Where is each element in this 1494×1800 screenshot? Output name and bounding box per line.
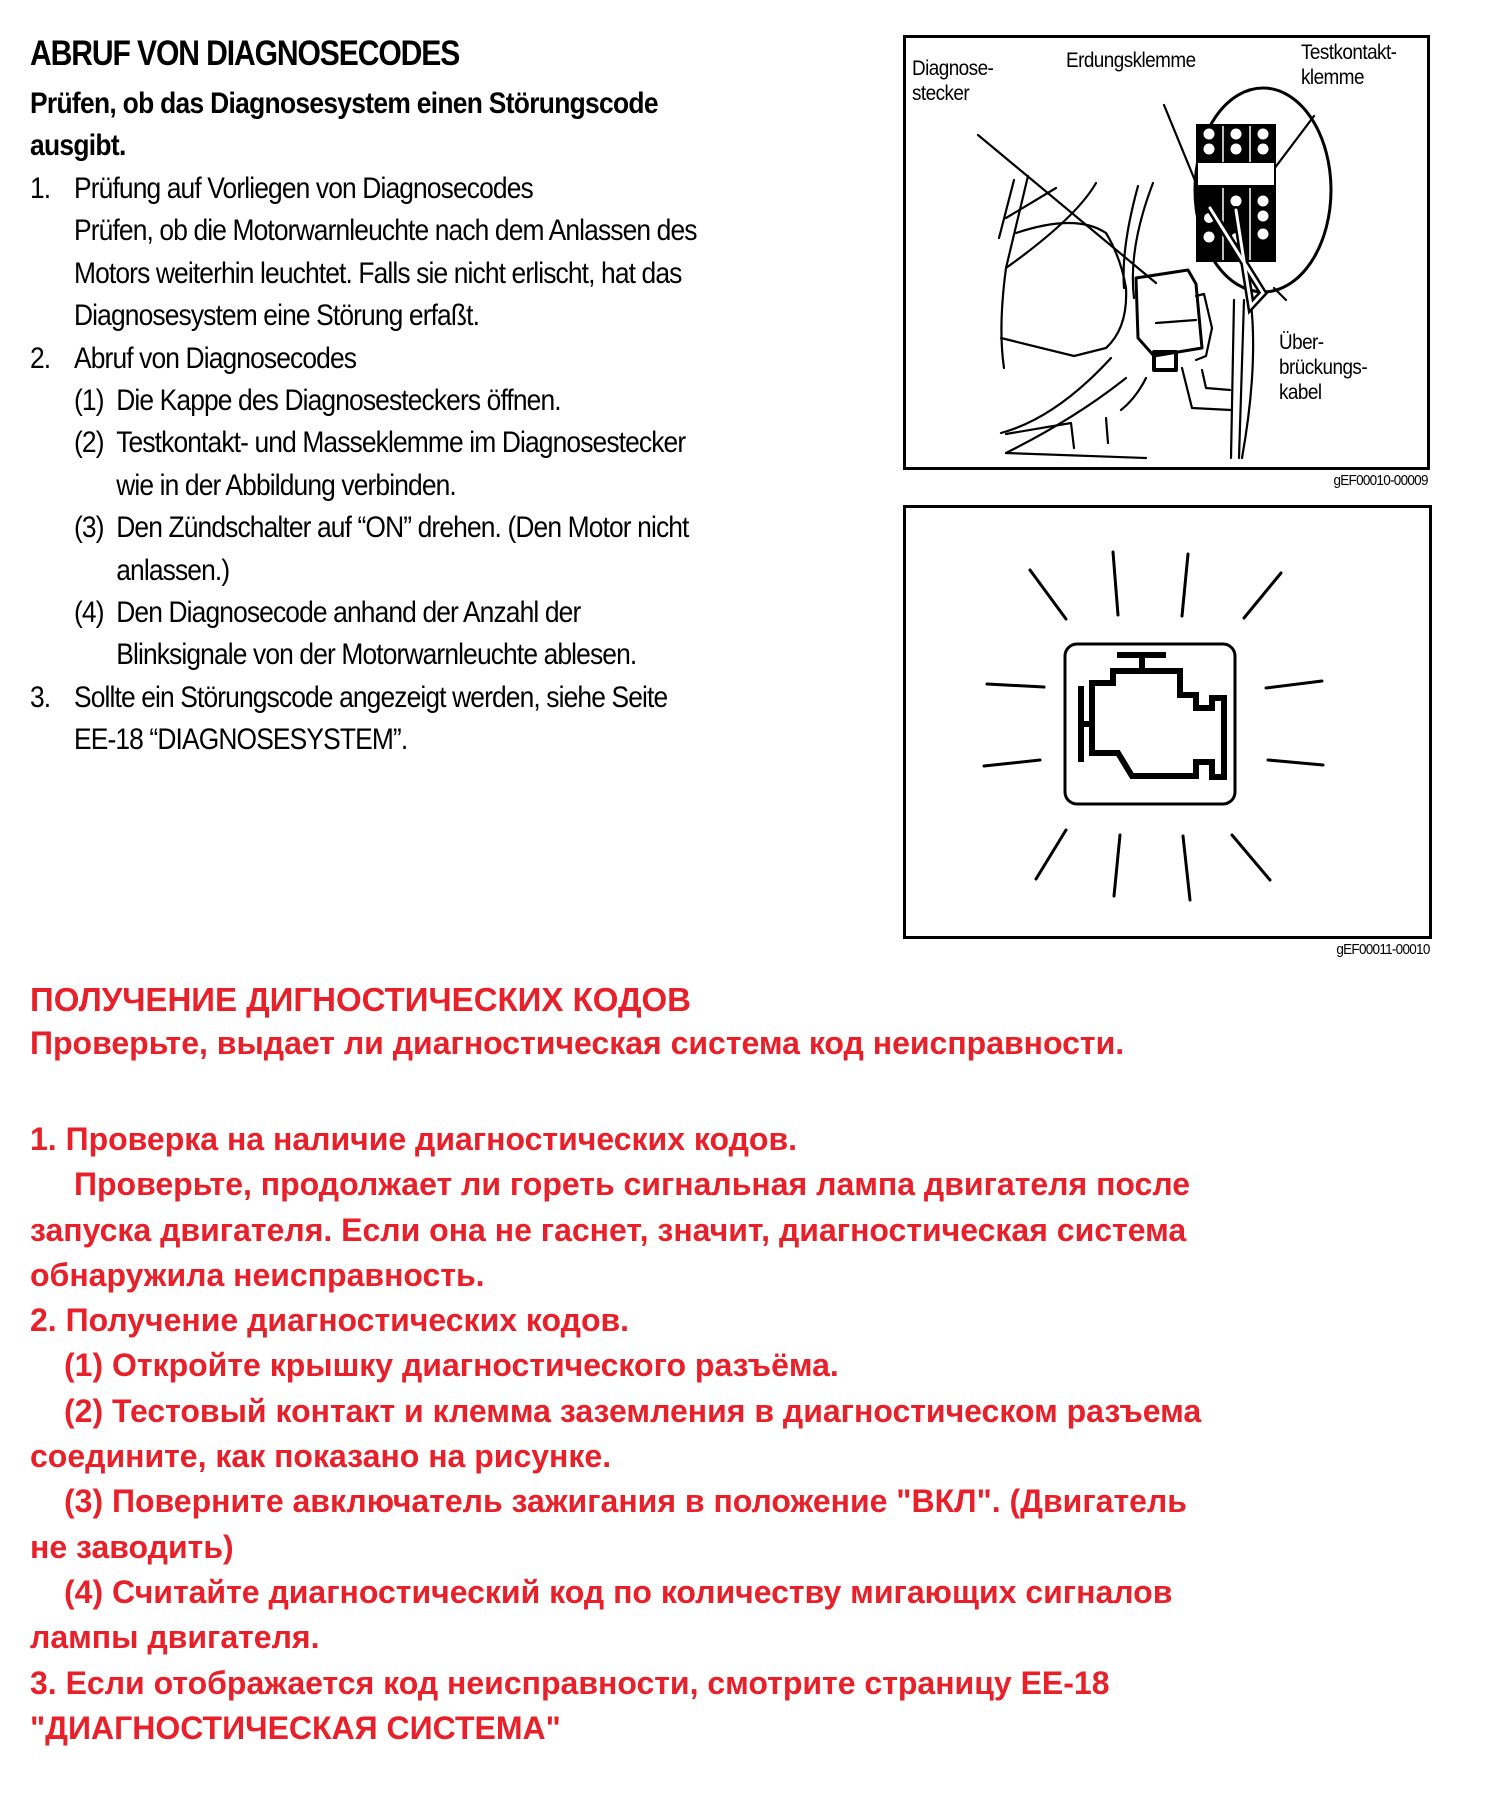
- step-number: 3.: [30, 680, 51, 714]
- russian-line: 1. Проверка на наличие диагностических кодов.: [30, 1121, 798, 1157]
- light-rays: [984, 552, 1323, 900]
- russian-subtitle: Проверьте, выдает ли диагностическая система код неисправности.: [30, 1025, 1125, 1061]
- russian-line: запуска двигателя. Если она не гаснет, значит, диагностическая система: [30, 1211, 1187, 1248]
- ray: [1114, 835, 1120, 896]
- german-step-text: EE-18 “DIAGNOSESYSTEM”.: [74, 723, 408, 757]
- label-ueberbrueckungskabel: Über- brückungs- kabel: [1279, 331, 1368, 404]
- ray: [984, 760, 1040, 766]
- leader-line-erdungsklemme: [1164, 105, 1196, 183]
- german-step-3: 3. Sollte ein Störungscode angezeigt werden, siehe Seite: [30, 677, 822, 719]
- figure1-caption: gEF00010-00009: [1333, 472, 1428, 489]
- step-number: 1.: [30, 172, 51, 205]
- german-substep-2: (2) Testkontakt- und Masseklemme im Diagnosestecker: [30, 422, 822, 464]
- ray: [1266, 681, 1322, 688]
- russian-line: (1) Откройте крышку диагностического разъёма.: [64, 1347, 839, 1384]
- russian-line: (4) Считайте диагностический код по количеству мигающих сигналов: [64, 1573, 1173, 1610]
- label-testkontaktklemme: Testkontakt- klemme: [1301, 41, 1397, 89]
- russian-line: "ДИАГНОСТИЧЕСКАЯ СИСТЕМА": [30, 1709, 561, 1746]
- german-step-text: anlassen.): [116, 553, 230, 587]
- russian-title: ПОЛУЧЕНИЕ ДИГНОСТИЧЕСКИХ КОДОВ: [30, 981, 691, 1018]
- german-substep-3: (3) Den Zündschalter auf “ON” drehen. (Den Motor nicht: [30, 507, 822, 549]
- russian-line: (3) Поверните авключатель зажигания в положение "ВКЛ". (Двигатель: [64, 1483, 1187, 1520]
- check-engine-lamp-icon: [906, 508, 1429, 936]
- german-title: ABRUF VON DIAGNOSECODES: [30, 34, 460, 73]
- ray: [987, 684, 1044, 687]
- russian-line: 3. Если отображается код неисправности, смотрите страницу EE-18: [30, 1664, 1110, 1701]
- russian-line: (2) Тестовый контакт и клемма заземления в диагностическом разъема: [64, 1392, 1202, 1429]
- german-step-text: wie in der Abbildung verbinden.: [116, 468, 456, 502]
- russian-steps: [30, 1117, 1201, 1751]
- german-step-text: Prüfen, ob die Motorwarnleuchte nach dem Anlassen des: [74, 214, 697, 248]
- diagnostic-connector-figure: [903, 35, 1430, 470]
- russian-line: лампы двигателя.: [30, 1619, 320, 1656]
- leader-line-testkontaktklemme: [1271, 116, 1314, 173]
- ray: [1113, 552, 1118, 615]
- german-subtitle-line: Prüfen, ob das Diagnosesystem einen Störungscode: [30, 87, 658, 120]
- ray: [1244, 573, 1281, 618]
- russian-line: Проверьте, продолжает ли гореть сигнальная лампа двигателя после: [74, 1166, 1191, 1203]
- german-step-text: Motors weiterhin leuchtet. Falls sie nicht erlischt, hat das: [74, 256, 682, 290]
- check-engine-lamp-figure: [903, 505, 1432, 939]
- german-subtitle: [30, 83, 760, 167]
- german-substep-1: (1) Die Kappe des Diagnosesteckers öffnen.: [30, 380, 822, 422]
- ray: [1232, 835, 1270, 880]
- ray: [1183, 836, 1190, 900]
- german-step-2: 2. Abruf von Diagnosecodes: [30, 338, 822, 380]
- step-number: 2.: [30, 341, 51, 375]
- ray: [1036, 830, 1066, 879]
- russian-line: не заводить): [30, 1528, 234, 1565]
- label-diagnosestecker: Diagnose- stecker: [912, 57, 994, 105]
- ray: [1182, 554, 1188, 616]
- substep-number: (2): [74, 426, 104, 460]
- ray: [1030, 570, 1066, 619]
- label-erdungsklemme: Erdungsklemme: [1066, 49, 1196, 72]
- substep-number: (3): [74, 511, 104, 545]
- german-step-text: Blinksignale von der Motorwarnleuchte ablesen.: [116, 638, 637, 672]
- german-substep-4: (4) Den Diagnosecode anhand der Anzahl der: [30, 592, 822, 634]
- russian-line: соедините, как показано на рисунке.: [30, 1438, 612, 1475]
- ray: [1268, 760, 1323, 765]
- german-steps: [30, 168, 822, 761]
- substep-number: (1): [74, 383, 104, 417]
- german-step-1: 1. Prüfung auf Vorliegen von Diagnosecodes: [30, 168, 822, 210]
- russian-line: обнаружила неисправность.: [30, 1256, 485, 1293]
- german-subtitle-line: ausgibt.: [30, 129, 126, 162]
- russian-line: 2. Получение диагностических кодов.: [30, 1302, 630, 1339]
- figure2-caption: gEF00011-00010: [1336, 941, 1430, 958]
- leader-line-diagnosestecker: [978, 135, 1156, 283]
- terminal-block: [1196, 124, 1276, 262]
- engine-icon: [1081, 655, 1224, 777]
- substep-number: (4): [74, 595, 104, 629]
- german-step-text: Diagnosesystem eine Störung erfaßt.: [74, 299, 480, 333]
